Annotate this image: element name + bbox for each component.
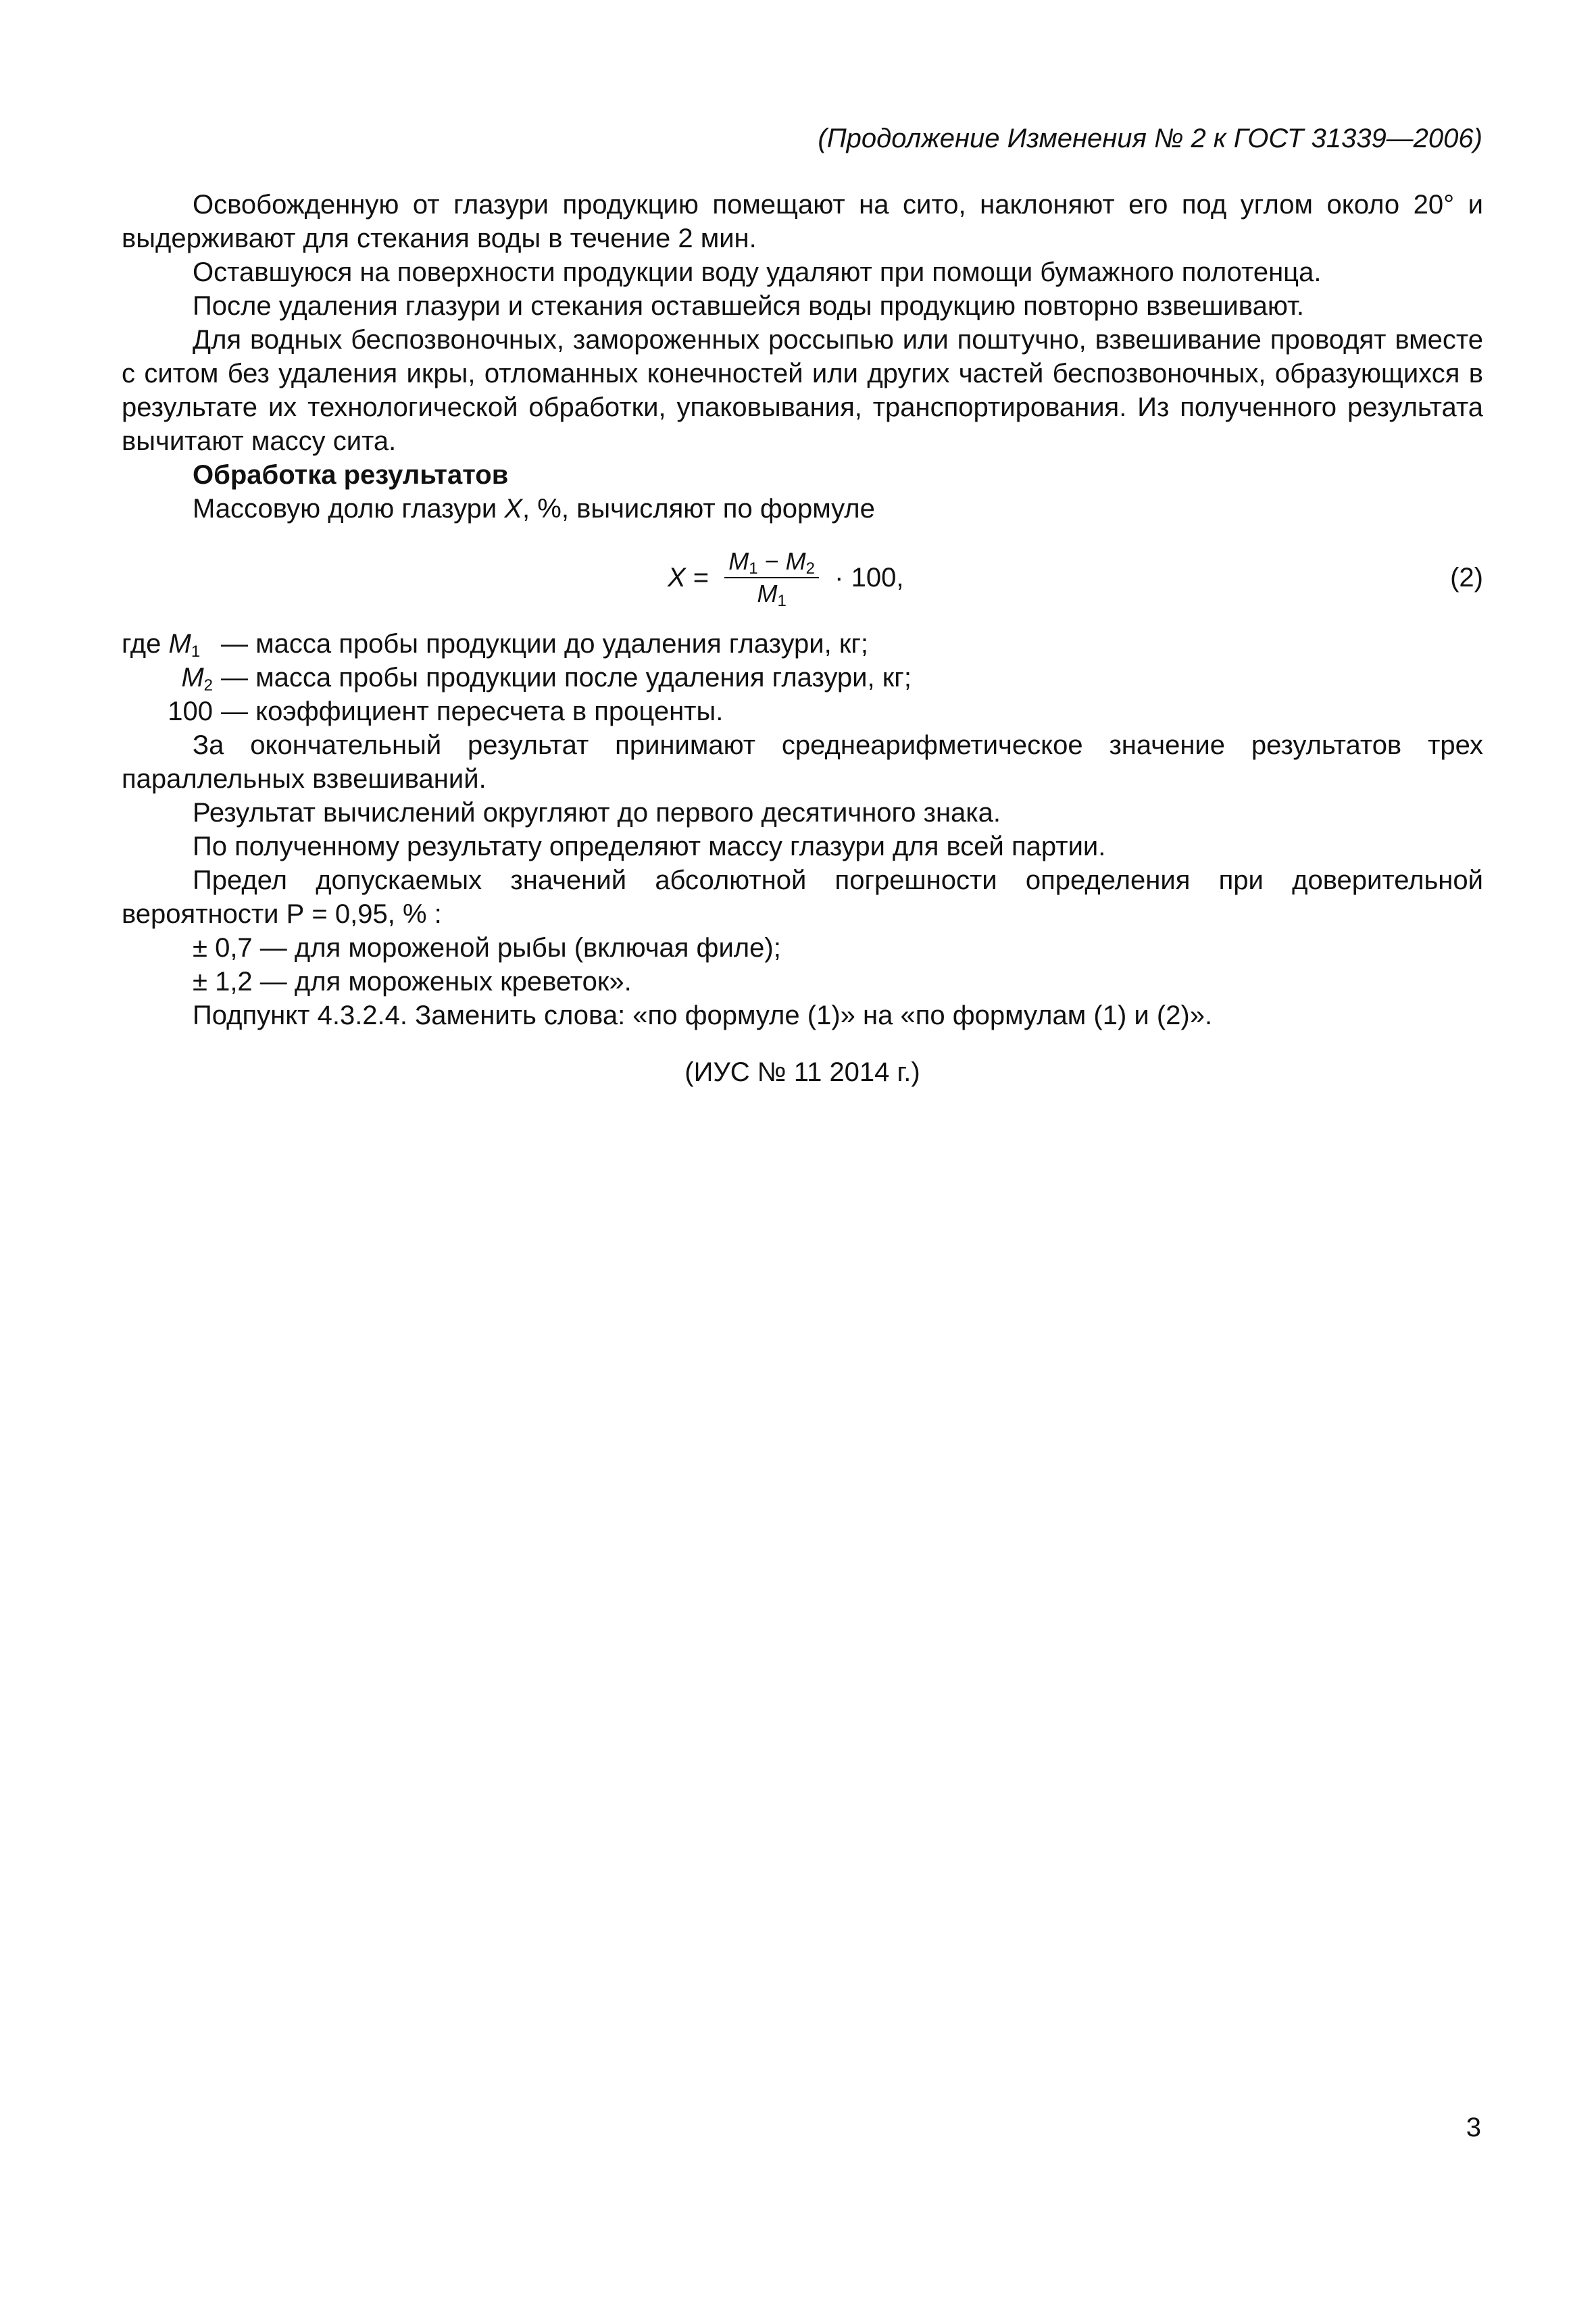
formula-number: (2) [1450,563,1483,593]
formula-equals: = [685,563,717,593]
legend-row [122,627,1483,661]
page-number: 3 [1466,2113,1481,2142]
paragraph-subclause-change: Подпункт 4.3.2.4. Заменить слова: «по формуле (1)» на «по формулам (1) и (2)». [193,1001,1213,1030]
paragraph-error-limit: Предел допускаемых значений абсолютной погрешности определения при доверительной вероятности Р = 0,95, % : [122,865,1483,929]
paragraph-sieve: Освобожденную от глазури продукцию помещают на сито, наклоняют его под углом около 20° и выдерживают для стекания воды в течение 2 мин. [122,190,1483,253]
legend-text: — масса пробы продукции после удаления глазури, кг; [221,663,912,693]
ius-reference: (ИУС № 11 2014 г.) [684,1057,920,1087]
legend-text: — масса пробы продукции до удаления глазури, кг; [221,629,869,659]
legend-row [122,695,1483,728]
formula-tail: · 100, [827,563,904,593]
formula-lhs: X [668,563,686,593]
formula-intro: Массовую долю глазури X, %, вычисляют по формуле [193,494,875,524]
legend-symbol: 100 [168,697,213,726]
legend-row [122,661,1483,695]
legend-symbol: $M_2$ [181,663,213,695]
paragraph-towel: Оставшуюся на поверхности продукции воду удаляют при помощи бумажного полотенца. [193,257,1322,287]
section-heading: Обработка результатов [193,460,509,490]
paragraph-batch: По полученному результату определяют массу глазури для всей партии. [193,832,1106,861]
formula-denominator: $M_1$ [757,580,787,610]
formula-block [122,526,1483,627]
error-item-fish: ± 0,7 — для мороженой рыбы (включая филе); [193,933,781,963]
legend-symbol: где $M_1$ [122,629,201,661]
document-body [122,188,1483,1116]
error-item-shrimp: ± 1,2 — для мороженых креветок». [193,967,632,997]
continuation-header: (Продолжение Изменения № 2 к ГОСТ 31339—2006) [818,124,1482,153]
formula [668,547,903,608]
paragraph-reweigh: После удаления глазури и стекания оставшейся воды продукцию повторно взвешивают. [193,291,1304,321]
paragraph-invertebrates: Для водных беспозвоночных, замороженных россыпью или поштучно, взвешивание проводят вместе с ситом без удаления икры, отломанных конечностей или других частей беспозвоночных, образующихся в результате их технологической обработки, упаковывания, транспортирования. Из полученного результата вычитают массу сита. [122,325,1483,456]
paragraph-final-result: За окончательный результат принимают среднеарифметическое значение результатов трех параллельных взвешиваний. [122,730,1483,794]
formula-numerator: $M_1 - M_2$ [724,547,819,578]
formula-fraction [724,547,819,608]
paragraph-rounding: Результат вычислений округляют до первого десятичного знака. [193,798,1001,828]
legend-text: — коэффициент пересчета в проценты. [221,697,724,726]
